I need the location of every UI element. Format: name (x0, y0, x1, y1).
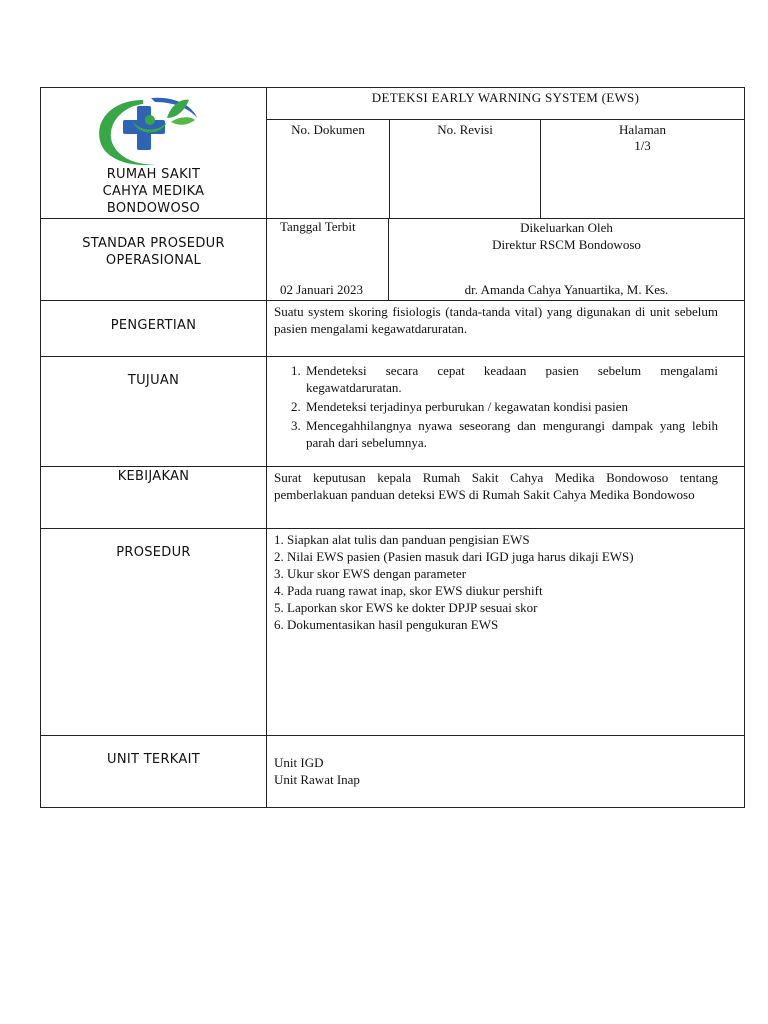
issue-date-label: Tanggal Terbit (280, 219, 356, 234)
goals-list (274, 362, 718, 451)
issue-date-cell (267, 219, 389, 300)
related-units-label: UNIT TERKAIT (41, 736, 267, 808)
procedure-step: 5. Laporkan skor EWS ke dokter DPJP sesuai skor (274, 600, 538, 615)
doc-number-cell (267, 120, 390, 218)
definition-text: Suatu system skoring fisiologis (tanda-tanda vital) yang digunakan di unit sebelum pasien mengalami kegawatdaruratan. (267, 301, 745, 357)
definition-label: PENGERTIAN (41, 301, 267, 357)
goals-label: TUJUAN (41, 357, 267, 467)
issue-date-value: 02 Januari 2023 (280, 282, 364, 297)
policy-label: KEBIJAKAN (41, 467, 267, 529)
document-meta-table (267, 120, 744, 218)
related-unit-item: Unit IGD (274, 755, 324, 770)
hospital-name (41, 166, 266, 217)
procedure-step: 1. Siapkan alat tulis dan panduan pengisian EWS (274, 532, 530, 547)
procedure-step: 4. Pada ruang rawat inap, skor EWS diukur pershift (274, 583, 543, 598)
goal-item: 1. Mendeteksi secara cepat keadaan pasien sebelum mengalami kegawatdaruratan. (304, 362, 718, 396)
procedure-step: 3. Ukur skor EWS dengan parameter (274, 566, 467, 581)
procedure-label: PROSEDUR (41, 529, 267, 736)
hospital-name-line: CAHYA MEDIKA (102, 184, 205, 199)
goal-item: 2. Mendeteksi terjadinya perburukan / kegawatan kondisi pasien (304, 398, 718, 415)
revision-label: No. Revisi (437, 122, 493, 137)
document-title: DETEKSI EARLY WARNING SYSTEM (EWS) (267, 88, 744, 120)
related-units-list (274, 754, 718, 788)
issued-by-cell (389, 219, 745, 300)
issued-by-label: Dikeluarkan Oleh (520, 220, 613, 235)
goals-cell (267, 357, 745, 467)
sop-category-text: STANDAR PROSEDUR OPERASIONAL (82, 236, 225, 268)
signer-name: dr. Amanda Cahya Yanuartika, M. Kes. (464, 282, 669, 297)
procedure-step: 6. Dokumentasikan hasil pengukuran EWS (274, 617, 499, 632)
sop-category-label (41, 219, 267, 301)
issue-table (267, 219, 744, 300)
related-unit-item: Unit Rawat Inap (274, 772, 360, 787)
issue-cell (267, 219, 745, 301)
page-cell (541, 120, 745, 218)
hospital-identity-cell (41, 88, 267, 219)
doc-number-label: No. Dokumen (291, 122, 365, 137)
policy-text: Surat keputusan kepala Rumah Sakit Cahya Medika Bondowoso tentang pemberlakuan panduan deteksi EWS di Rumah Sakit Cahya Medika Bondowoso (267, 467, 745, 529)
procedure-list (274, 531, 718, 633)
procedure-step: 2. Nilai EWS pasien (Pasien masuk dari IGD juga harus dikaji EWS) (274, 549, 634, 564)
sop-table (40, 87, 745, 808)
hospital-logo (93, 92, 205, 168)
page-value: 1/3 (634, 138, 651, 153)
page-label: Halaman (619, 122, 666, 137)
goal-item: 3. Mencegahhilangnya nyawa seseorang dan mengurangi dampak yang lebih parah dari sebelumnya. (304, 417, 718, 451)
issued-by-role: Direktur RSCM Bondowoso (492, 237, 641, 252)
hospital-name-line: RUMAH SAKIT (106, 167, 201, 182)
hospital-name-line: BONDOWOSO (106, 201, 201, 216)
procedure-cell (267, 529, 745, 736)
document-header-cell (267, 88, 745, 219)
issued-by-block (389, 219, 744, 253)
revision-cell (390, 120, 541, 218)
related-units-cell (267, 736, 745, 808)
